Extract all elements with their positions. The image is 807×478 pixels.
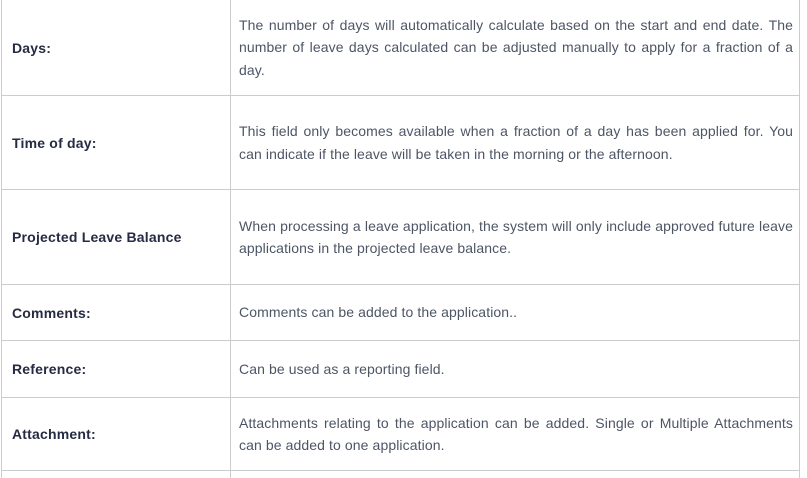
field-description-cell xyxy=(231,190,799,284)
table-row-days xyxy=(2,0,799,96)
field-description-cell xyxy=(231,0,799,95)
field-description-table xyxy=(1,0,800,478)
field-description-text: Comments can be added to the application.. xyxy=(239,304,518,321)
field-name-cell: Days: xyxy=(2,0,231,95)
field-description-cell xyxy=(231,471,799,478)
field-name-cell: Attachment: xyxy=(2,398,231,470)
field-description-cell xyxy=(231,285,799,340)
field-description-cell xyxy=(231,96,799,189)
field-description-text: Attachments relating to the application can be added. Single or Multiple Attachments can be added to one application. xyxy=(239,414,793,453)
field-description-text: When processing a leave application, the system will only include approved future leave applications in the projected leave balance. xyxy=(239,217,793,256)
field-description-text: The number of days will automatically calculate based on the start and end date. The number of leave days calculated can be adjusted manually to apply for a fraction of a day. xyxy=(239,16,793,78)
field-description-text: Can be used as a reporting field. xyxy=(239,360,445,377)
table-row-reference xyxy=(2,341,799,398)
field-name-cell: Time of day: xyxy=(2,96,231,189)
field-name-cell: Comments: xyxy=(2,285,231,340)
field-name-cell: Reference: xyxy=(2,341,231,397)
table-row-projected-leave-balance xyxy=(2,190,799,285)
field-name-cell: Projected Leave Balance xyxy=(2,190,231,284)
field-description-text: This field only becomes available when a fraction of a day has been applied for. You can indicate if the leave will be taken in the morning or the afternoon. xyxy=(239,123,793,162)
field-description-cell xyxy=(231,341,799,397)
table-row-time-of-day xyxy=(2,96,799,190)
field-name-cell xyxy=(2,471,231,478)
field-description-cell xyxy=(231,398,799,470)
table-row-attachment xyxy=(2,398,799,471)
table-row-partial xyxy=(2,471,799,478)
table-row-comments xyxy=(2,285,799,341)
